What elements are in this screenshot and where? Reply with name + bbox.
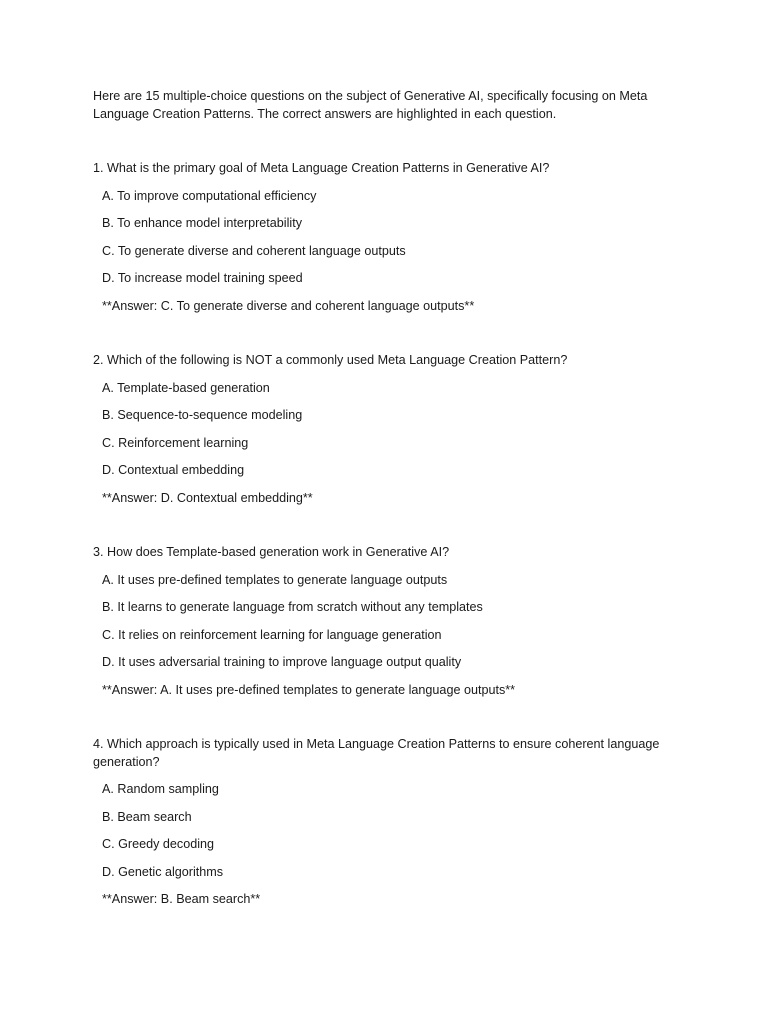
option-d: D. To increase model training speed — [102, 271, 303, 285]
intro-paragraph: Here are 15 multiple-choice questions on the subject of Generative AI, specifically focusing on Meta Language Creation Patterns. The correct answers are highlighted in each question. — [93, 89, 648, 121]
answer-line: **Answer: D. Contextual embedding** — [102, 490, 313, 505]
option-d: D. Genetic algorithms — [102, 864, 224, 879]
option-c: C. Reinforcement learning — [102, 435, 249, 450]
question-title: 1. What is the primary goal of Meta Language Creation Patterns in Generative AI? — [93, 161, 550, 175]
option-c: C. It relies on reinforcement learning for language generation — [102, 627, 442, 642]
option-b: B. Sequence-to-sequence modeling — [102, 408, 303, 422]
question-title: 2. Which of the following is NOT a commonly used Meta Language Creation Pattern? — [93, 353, 568, 367]
option-b: B. It learns to generate language from scratch without any templates — [102, 600, 483, 614]
question-title: 3. How does Template-based generation work in Generative AI? — [93, 545, 450, 559]
option-c: C. Greedy decoding — [102, 837, 215, 851]
answer-line: **Answer: B. Beam search** — [102, 892, 261, 906]
answer-line: **Answer: A. It uses pre-defined templates to generate language outputs** — [102, 682, 516, 697]
option-a: A. To improve computational efficiency — [102, 188, 317, 203]
question-4 — [93, 736, 683, 909]
option-b: B. To enhance model interpretability — [102, 216, 302, 230]
question-1 — [93, 160, 683, 315]
answer-line: **Answer: C. To generate diverse and coherent language outputs** — [102, 298, 475, 313]
option-d: D. It uses adversarial training to improve language output quality — [102, 655, 462, 669]
document-body — [93, 88, 683, 946]
question-3 — [93, 544, 683, 699]
option-d: D. Contextual embedding — [102, 463, 245, 477]
option-a: A. Random sampling — [102, 782, 219, 796]
option-a: A. Template-based generation — [102, 380, 270, 395]
option-c: C. To generate diverse and coherent language outputs — [102, 243, 406, 258]
option-b: B. Beam search — [102, 809, 192, 824]
question-title: 4. Which approach is typically used in Meta Language Creation Patterns to ensure coherent language generation? — [93, 737, 660, 769]
option-a: A. It uses pre-defined templates to generate language outputs — [102, 572, 448, 587]
question-2 — [93, 352, 683, 507]
